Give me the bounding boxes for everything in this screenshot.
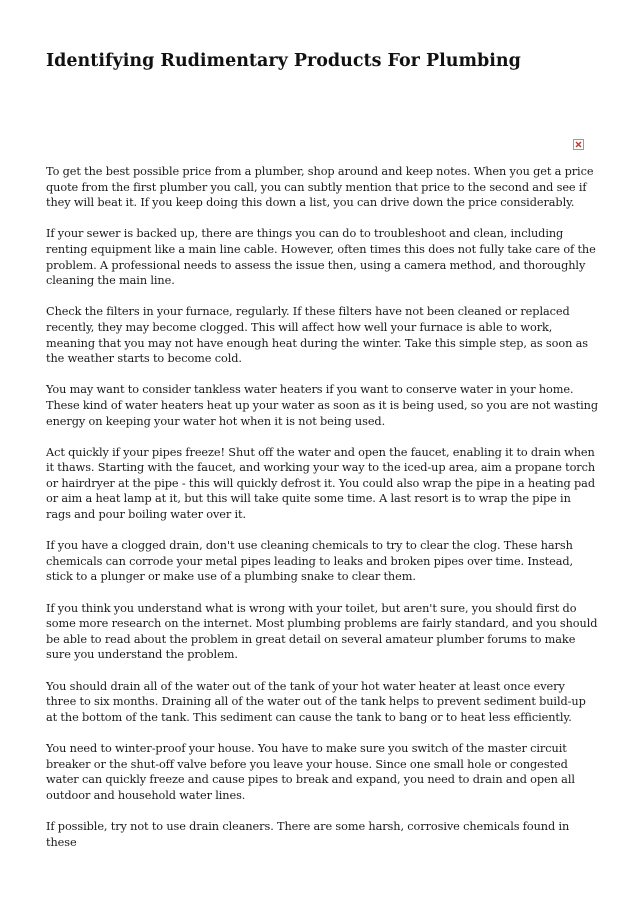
paragraph: You may want to consider tankless water heaters if you want to conserve water in your home. These kind of water heaters heat up your water as soon as it is being used, so you are not wasting energy on keeping your water hot when it is not being used. (46, 383, 598, 428)
paragraph: If you have a clogged drain, don't use cleaning chemicals to try to clear the clog. These harsh chemicals can corrode your metal pipes leading to leaks and broken pipes over time. Instead, stick to a plunger or make use of a plumbing snake to clear them. (46, 539, 574, 584)
paragraph: To get the best possible price from a plumber, shop around and keep notes. When you get a price quote from the first plumber you call, you can subtly mention that price to the second and see if they will beat it. If you keep doing this down a list, you can drive down the price considerably. (46, 165, 594, 210)
page-title: Identifying Rudimentary Products For Plumbing (46, 51, 521, 71)
paragraph: If possible, try not to use drain cleaners. There are some harsh, corrosive chemicals found in these (46, 819, 570, 849)
article-body (46, 164, 598, 866)
broken-image-icon (573, 139, 584, 150)
paragraph: Act quickly if your pipes freeze! Shut off the water and open the faucet, enabling it to drain when it thaws. Starting with the faucet, and working your way to the iced-up area, aim a propane torch or hairdryer at the pipe - this will quickly defrost it. You could also wrap the pipe in a heating pad or aim a heat lamp at it, but this will take quite some time. A last resort is to wrap the pipe in rags and pour boiling water over it. (46, 445, 596, 522)
paragraph: If your sewer is backed up, there are things you can do to troubleshoot and clean, including renting equipment like a main line cable. However, often times this does not fully take care of the problem. A professional needs to assess the issue then, using a camera method, and thoroughly cleaning the main line. (46, 227, 596, 288)
paragraph: You need to winter-proof your house. You have to make sure you switch of the master circuit breaker or the shut-off valve before you leave your house. Since one small hole or congested water can quickly freeze and cause pipes to break and expand, you need to drain and open all outdoor and household water lines. (46, 741, 575, 802)
paragraph: If you think you understand what is wrong with your toilet, but aren't sure, you should first do some more research on the internet. Most plumbing problems are fairly standard, and you should be able to read about the problem in great detail on several amateur plumber forums to make sure you understand the problem. (46, 601, 598, 662)
paragraph: You should drain all of the water out of the tank of your hot water heater at least once every three to six months. Draining all of the water out of the tank helps to prevent sediment build-up at the bottom of the tank. This sediment can cause the tank to bang or to heat less efficiently. (46, 679, 586, 724)
paragraph: Check the filters in your furnace, regularly. If these filters have not been cleaned or replaced recently, they may become clogged. This will affect how well your furnace is able to work, meaning that you may not have enough heat during the winter. Take this simple step, as soon as the weather starts to become cold. (46, 305, 588, 366)
